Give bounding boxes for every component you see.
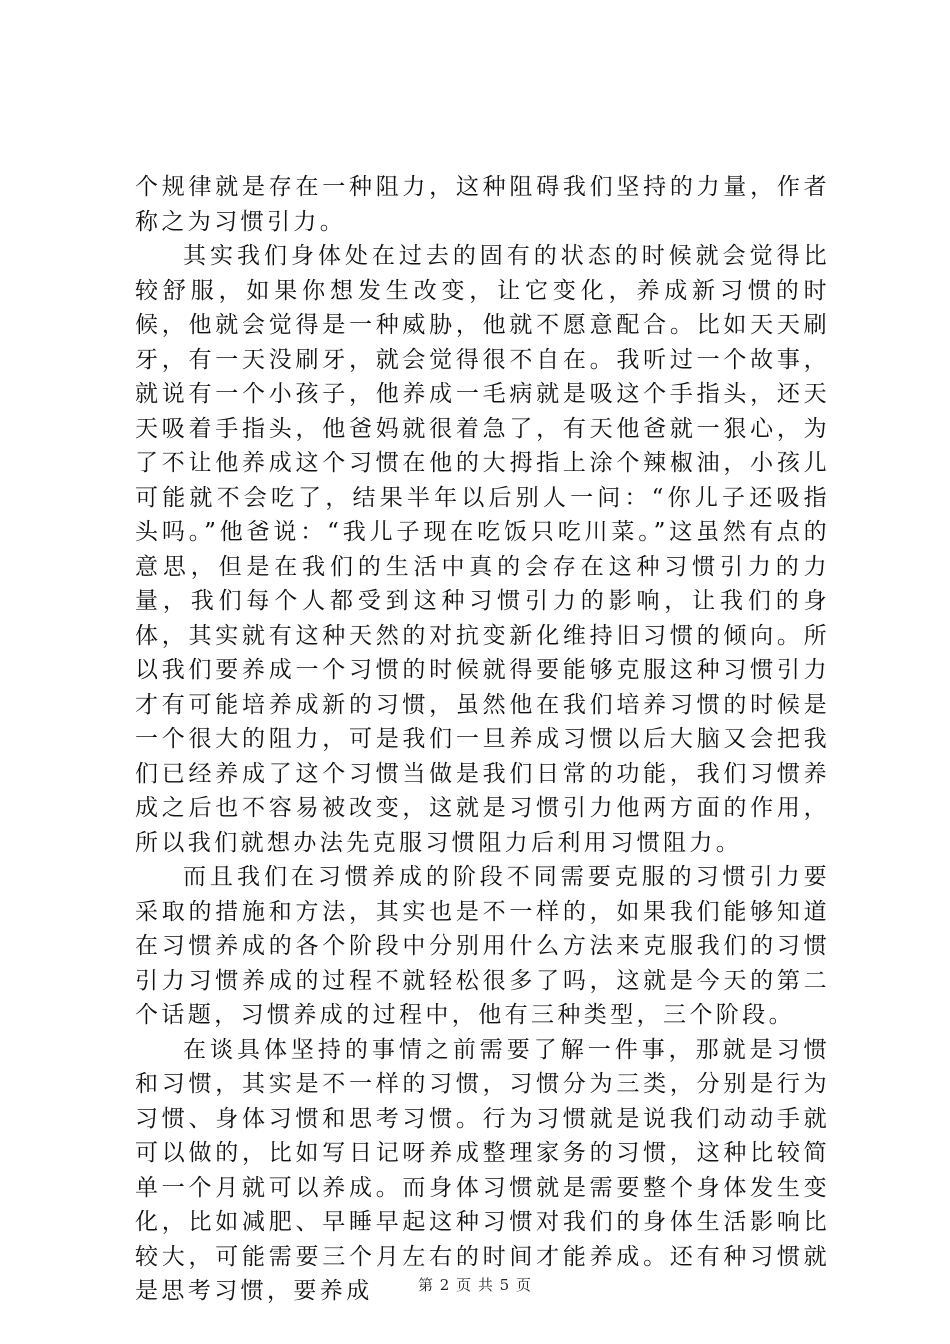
- paragraph: 而且我们在习惯养成的阶段不同需要克服的习惯引力要采取的措施和方法，其实也是不一样的，如果我们能够知道在习惯养成的各个阶段中分别用什么方法来克服我们的习惯引力习惯养成的过程不就轻松很多了吗，这就是今天的第二个话题，习惯养成的过程中，他有三种类型，三个阶段。: [135, 864, 830, 1028]
- paragraph-continued: 个规律就是存在一种阻力，这种阻碍我们坚持的力量，作者称之为习惯引力。: [135, 174, 830, 235]
- paragraph: 在谈具体坚持的事情之前需要了解一件事，那就是习惯和习惯，其实是不一样的习惯，习惯分为三类，分别是行为习惯、身体习惯和思考习惯。行为习惯就是说我们动动手就可以做的，比如写日记呀养成整理家务的习惯，这种比较简单一个月就可以养成。而身体习惯就是需要整个身体发生变化，比如减肥、早睡早起这种习惯对我们的身体生活影响比较大，可能需要三个月左右的时间才能养成。还有种习惯就是思考习惯，要养成: [135, 1036, 830, 1304]
- document-body: [135, 170, 830, 1309]
- paragraph: 其实我们身体处在过去的固有的状态的时候就会觉得比较舒服，如果你想发生改变，让它变化，养成新习惯的时候，他就会觉得是一种威胁，他就不愿意配合。比如天天刷牙，有一天没刷牙，就会觉得很不自在。我听过一个故事，就说有一个小孩子，他养成一毛病就是吸这个手指头，还天天吸着手指头，他爸妈就很着急了，有天他爸就一狠心，为了不让他养成这个习惯在他的大拇指上涂个辣椒油，小孩儿可能就不会吃了，结果半年以后别人一问：“你儿子还吸指头吗。”他爸说：“我儿子现在吃饭只吃川菜。”这虽然有点的意思，但是在我们的生活中真的会存在这种习惯引力的力量，我们每个人都受到这种习惯引力的影响，让我们的身体，其实就有这种天然的对抗变新化维持旧习惯的倾向。所以我们要养成一个习惯的时候就得要能够克服这种习惯引力才有可能培养成新的习惯，虽然他在我们培养习惯的时候是一个很大的阻力，可是我们一旦养成习惯以后大脑又会把我们已经养成了这个习惯当做是我们日常的功能，我们习惯养成之后也不容易被改变，这就是习惯引力他两方面的作用，所以我们就想办法先克服习惯阻力后利用习惯阻力。: [135, 243, 830, 856]
- page-number-footer: 第 2 页 共 5 页: [418, 1276, 532, 1294]
